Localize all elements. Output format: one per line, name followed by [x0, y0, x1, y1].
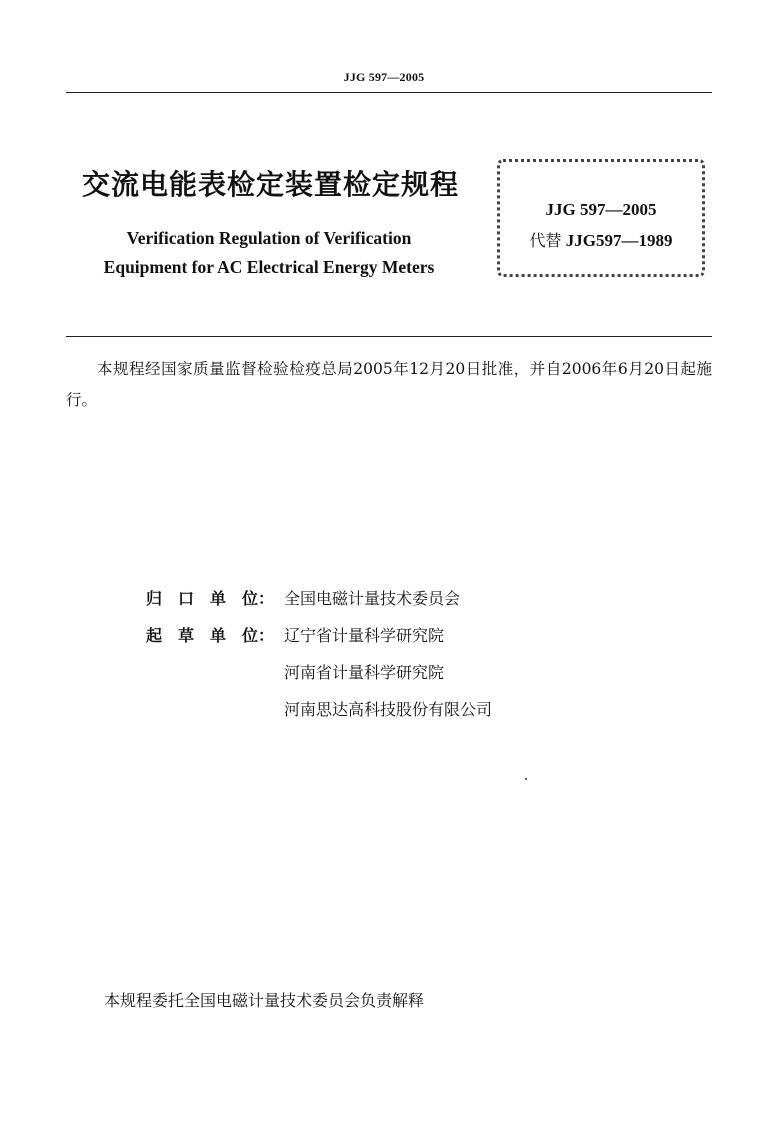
drafting-unit-value: 河南思达高科技股份有限公司 [284, 700, 493, 719]
chinese-title: 交流电能表检定装置检定规程 [82, 168, 460, 201]
drafting-unit-value: 辽宁省计量科学研究院 [284, 626, 445, 645]
label-char: 归 [146, 589, 163, 608]
label-char: 单 [210, 626, 227, 645]
standard-code-box [497, 159, 705, 277]
replaces-code: JJG597—1989 [565, 231, 673, 250]
label-char: 位 [242, 589, 259, 608]
approval-statement: 本规程经国家质量监督检验检疫总局2005年12月20日批准，并自2006年6月20日起施行。 [66, 360, 712, 409]
drafting-unit-label [146, 623, 284, 646]
label-char: 草 [178, 626, 195, 645]
drafting-unit-row [146, 623, 445, 646]
label-colon: ： [258, 589, 275, 608]
label-colon: ： [258, 626, 275, 645]
running-header-standard-code: JJG 597—2005 [343, 70, 425, 84]
drafting-unit-value: 河南省计量科学研究院 [284, 663, 445, 682]
responsible-unit-row [146, 586, 461, 609]
section-rule [66, 336, 712, 337]
english-title-line-1: Verification Regulation of Verification [126, 228, 412, 248]
standard-code: JJG 597—2005 [545, 200, 657, 219]
label-char: 起 [146, 626, 163, 645]
replaces-prefix: 代替 [529, 231, 562, 250]
responsible-unit-value: 全国电磁计量技术委员会 [284, 589, 461, 608]
label-char: 口 [178, 589, 195, 608]
interpretation-note: 本规程委托全国电磁计量技术委员会负责解释 [104, 991, 425, 1010]
responsible-unit-label [146, 586, 284, 609]
scan-speck [525, 778, 527, 780]
english-title [72, 224, 466, 282]
label-char: 位 [242, 626, 259, 645]
replaces-standard [500, 228, 702, 251]
label-char: 单 [210, 589, 227, 608]
header-rule [66, 92, 712, 93]
english-title-line-2: Equipment for AC Electrical Energy Meters [103, 257, 435, 277]
